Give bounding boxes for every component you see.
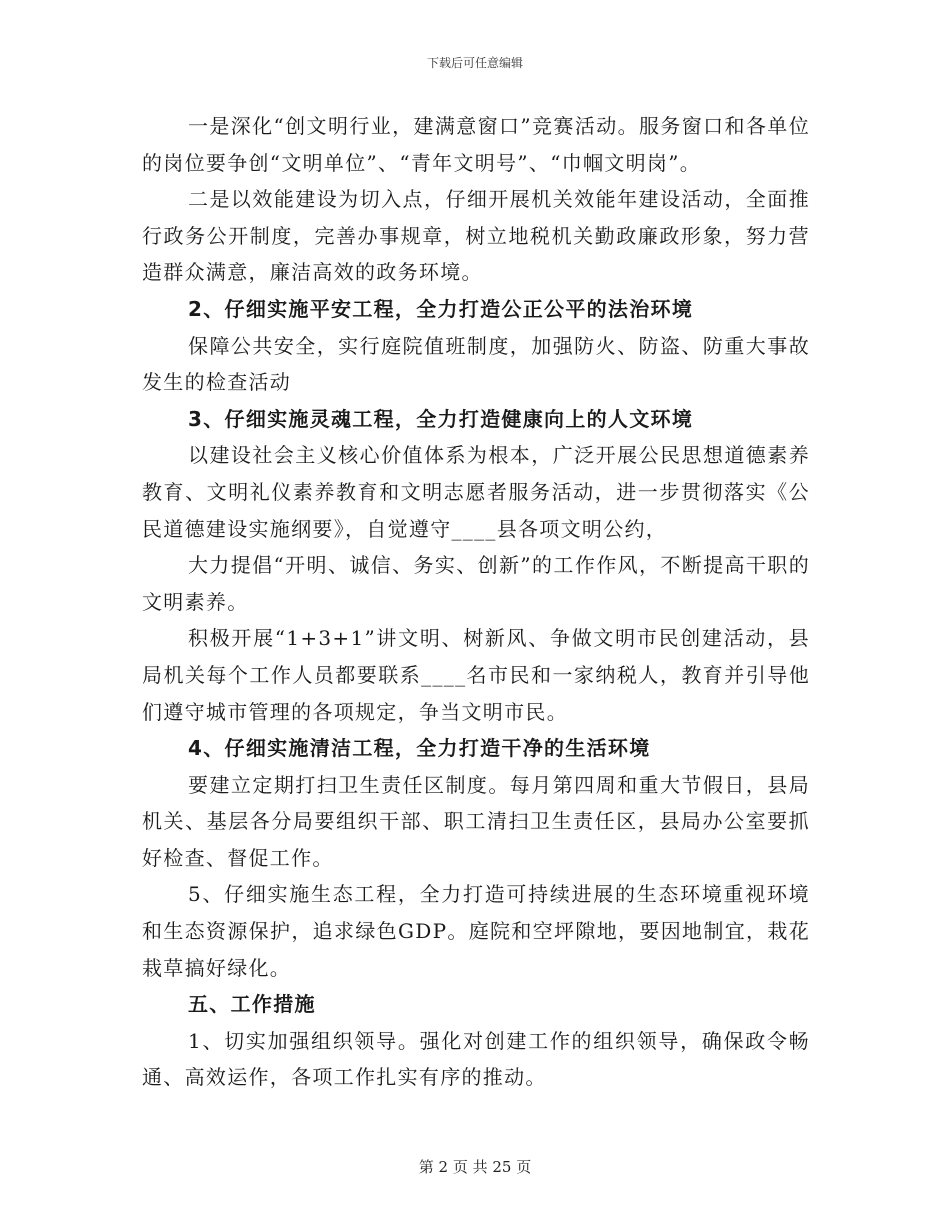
- paragraph-7: 要建立定期打扫卫生责任区制度。每月第四周和重大节假日，县局机关、基层各分局要组织干部、职工清扫卫生责任区，县局办公室要抓好检查、督促工作。: [142, 772, 810, 870]
- section-title-measures: 五、工作措施: [188, 992, 316, 1017]
- heading-5-paragraph: 5、仔细实施生态工程，全力打造可持续进展的生态环境重视环境和生态资源保护，追求绿色GDP。庭院和空坪隙地，要因地制宜，栽花栽草搞好绿化。: [142, 882, 810, 980]
- heading-2: [142, 291, 810, 328]
- paragraph-3: 保障公共安全，实行庭院值班制度，加强防火、防盗、防重大事故发生的检查活动: [142, 333, 810, 395]
- heading-4: [142, 730, 810, 767]
- paragraph-6: 积极开展“1+3+1”讲文明、树新风、争做文明市民创建活动，县局机关每个工作人员都要联系____名市民和一家纳税人，教育并引导他们遵守城市管理的各项规定，争当文明市民。: [142, 626, 810, 724]
- paragraph-5: 大力提倡“开明、诚信、务实、创新”的工作作风，不断提高干职的文明素养。: [142, 553, 810, 614]
- paragraph-2: 二是以效能建设为切入点，仔细开展机关效能年建设活动，全面推行政务公开制度，完善办事规章，树立地税机关勤政廉政形象，努力营造群众满意，廉洁高效的政务环境。: [142, 187, 810, 285]
- heading-3: [142, 401, 810, 438]
- document-body: [142, 108, 810, 1096]
- page-header: 下载后可任意编辑: [426, 56, 523, 70]
- heading-2-text: 2、仔细实施平安工程，全力打造公正公平的法治环境: [188, 296, 694, 321]
- paragraph-1: 一是深化“创文明行业，建满意窗口”竞赛活动。服务窗口和各单位的岗位要争创“文明单位”、“青年文明号”、“巾帼文明岗”。: [142, 114, 810, 175]
- paragraph-8: 1、切实加强组织领导。强化对创建工作的组织领导，确保政令畅通、高效运作，各项工作扎实有序的推动。: [142, 1028, 810, 1090]
- paragraph-4: 以建设社会主义核心价值体系为根本，广泛开展公民思想道德素养教育、文明礼仪素养教育和文明志愿者服务活动，进一步贯彻落实《公民道德建设实施纲要》，自觉遵守____县各项文明公约，: [142, 443, 810, 541]
- heading-3-text: 3、仔细实施灵魂工程，全力打造健康向上的人文环境: [188, 406, 694, 431]
- heading-4-text: 4、仔细实施清洁工程，全力打造干净的生活环境: [188, 736, 651, 761]
- page-footer: 第 2 页 共 25 页: [418, 1158, 532, 1176]
